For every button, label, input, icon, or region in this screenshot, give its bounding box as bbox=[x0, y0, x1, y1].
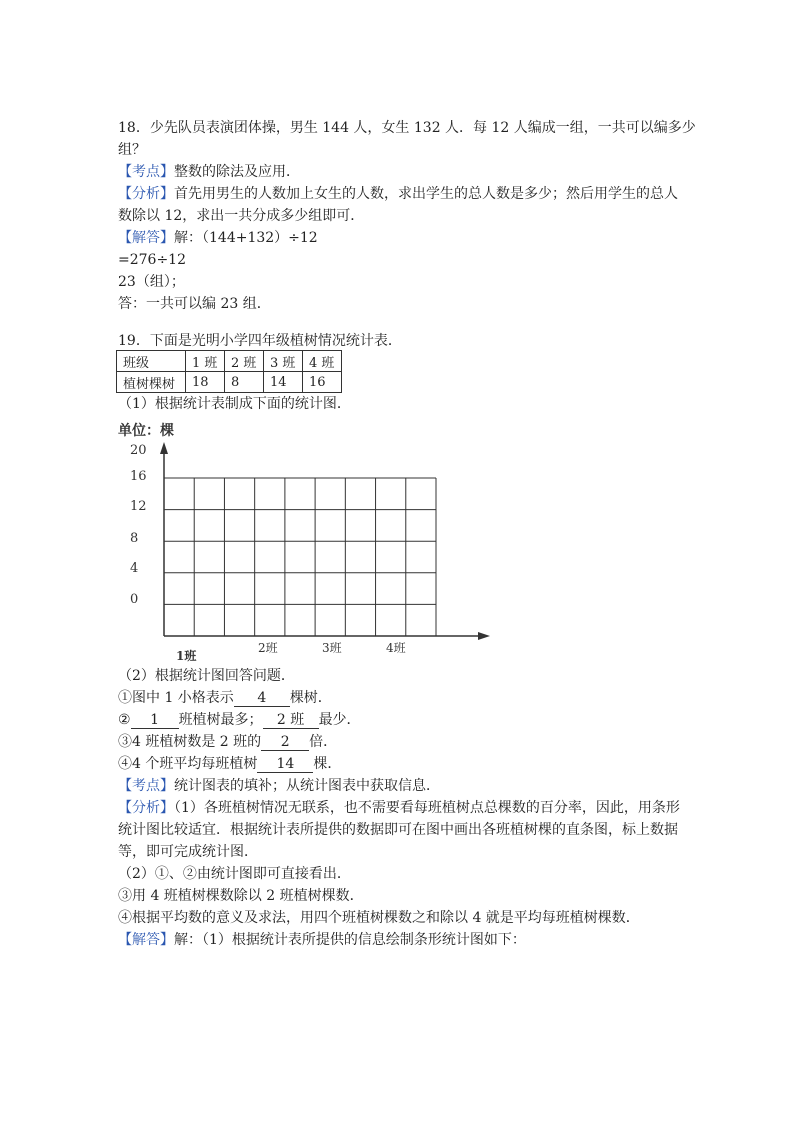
q19-fenxi-line1 bbox=[118, 798, 680, 818]
fenxi-text: 首先用男生的人数加上女生的人数，求出学生的总人数是多少；然后用学生的总人 bbox=[174, 186, 678, 202]
table-cell: 14 bbox=[264, 372, 303, 393]
blank-bar-chart-grid bbox=[120, 438, 500, 670]
x-tick-labels bbox=[176, 640, 406, 663]
y-tick-label: 20 bbox=[130, 443, 147, 458]
q19-fenxi-line2: 统计图比较适宜．根据统计表所提供的数据即可在图中画出各班植树棵的直条图，标上数据 bbox=[118, 822, 678, 838]
q19-fenxi-line5: ③用 4 班植树棵数除以 2 班植树棵数． bbox=[118, 888, 364, 904]
jieda-text: 解：（144+132）÷12 bbox=[174, 230, 318, 246]
sub4-suffix: 棵． bbox=[313, 756, 342, 772]
x-axis-arrow-icon bbox=[478, 632, 490, 640]
y-tick-labels bbox=[130, 443, 147, 607]
table-cell: 8 bbox=[225, 372, 264, 393]
kaodian-text: 统计图表的填补；从统计图表中获取信息． bbox=[174, 778, 440, 794]
q19-kaodian bbox=[118, 776, 440, 796]
x-tick-label: 4班 bbox=[386, 641, 406, 655]
sub3-suffix: 倍． bbox=[309, 734, 338, 750]
q19-sub2 bbox=[118, 710, 361, 730]
table-cell: 班级 bbox=[117, 351, 186, 372]
sub1-prefix: ①图中 1 小格表示 bbox=[118, 690, 234, 706]
y-tick-label: 0 bbox=[130, 592, 139, 607]
tree-planting-table bbox=[116, 350, 342, 393]
sub2-middle: 班植树最多； bbox=[178, 712, 263, 728]
sub1-suffix: 棵树． bbox=[289, 690, 332, 706]
q19-sub1 bbox=[118, 688, 332, 708]
fenxi-text: （1）各班植树情况无联系，也不需要看每班植树点总棵数的百分率，因此，用条形 bbox=[174, 800, 680, 816]
answer-blank: 1 bbox=[131, 712, 179, 729]
answer-blank: 2 班 bbox=[263, 712, 319, 729]
q18-question-line1: 18．少先队员表演团体操，男生 144 人，女生 132 人．每 12 人编成一组，一共可以编多少 bbox=[118, 120, 696, 136]
table-cell: 16 bbox=[303, 372, 342, 393]
y-tick-label: 4 bbox=[130, 561, 139, 576]
q18-fenxi-line2: 数除以 12，求出一共分成多少组即可． bbox=[118, 208, 365, 224]
answer-blank: 14 bbox=[257, 756, 313, 773]
q19-sub3 bbox=[118, 732, 337, 752]
chart-unit-label: 单位：棵 bbox=[118, 423, 174, 439]
jieda-tag: 【解答】 bbox=[118, 932, 174, 948]
kaodian-tag: 【考点】 bbox=[118, 778, 174, 794]
q18-jieda-line2: =276÷12 bbox=[118, 252, 186, 268]
q19-jieda bbox=[118, 930, 526, 950]
q19-sub4 bbox=[118, 754, 341, 774]
sub2-suffix: 最少． bbox=[318, 712, 361, 728]
sub4-prefix: ④4 个班平均每班植树 bbox=[118, 756, 258, 772]
y-tick-label: 12 bbox=[130, 499, 147, 514]
table-cell: 2 班 bbox=[225, 351, 264, 372]
x-tick-label: 3班 bbox=[322, 641, 342, 655]
q19-fenxi-line3: 等，即可完成统计图． bbox=[118, 844, 258, 860]
q19-part2: （2）根据统计图回答问题． bbox=[118, 668, 295, 684]
kaodian-text: 整数的除法及应用． bbox=[174, 164, 300, 180]
q18-jieda-line3: 23（组）； bbox=[118, 274, 185, 290]
q18-kaodian bbox=[118, 162, 300, 182]
y-tick-label: 16 bbox=[130, 469, 147, 484]
fenxi-tag: 【分析】 bbox=[118, 186, 174, 202]
q18-question-line2: 组？ bbox=[118, 142, 146, 158]
y-tick-label: 8 bbox=[130, 531, 139, 546]
chart-grid bbox=[164, 478, 436, 636]
q19-fenxi-line6: ④根据平均数的意义及求法，用四个班植树棵数之和除以 4 就是平均每班植树棵数． bbox=[118, 910, 640, 926]
x-tick-label: 1班 bbox=[176, 649, 197, 663]
q18-fenxi-line1 bbox=[118, 184, 678, 204]
q19-part1: （1）根据统计表制成下面的统计图． bbox=[118, 396, 351, 412]
table-cell: 植树棵树 bbox=[117, 372, 186, 393]
q18-jieda-line1 bbox=[118, 228, 318, 248]
kaodian-tag: 【考点】 bbox=[118, 164, 174, 180]
fenxi-tag: 【分析】 bbox=[118, 800, 174, 816]
x-tick-label: 2班 bbox=[258, 641, 278, 655]
table-cell: 18 bbox=[186, 372, 225, 393]
table-cell: 3 班 bbox=[264, 351, 303, 372]
table-cell: 1 班 bbox=[186, 351, 225, 372]
y-axis-arrow-icon bbox=[160, 442, 168, 454]
table-row bbox=[117, 372, 342, 393]
q19-fenxi-line4: （2）①、②由统计图即可直接看出． bbox=[118, 866, 351, 882]
table-cell: 4 班 bbox=[303, 351, 342, 372]
sub2-prefix: ② bbox=[118, 712, 131, 728]
jieda-text: 解：（1）根据统计表所提供的信息绘制条形统计图如下： bbox=[174, 932, 526, 948]
q19-question: 19．下面是光明小学四年级植树情况统计表． bbox=[118, 333, 402, 349]
answer-blank: 2 bbox=[261, 734, 309, 751]
q18-jieda-line4: 答：一共可以编 23 组． bbox=[118, 296, 271, 312]
jieda-tag: 【解答】 bbox=[118, 230, 174, 246]
table-row bbox=[117, 351, 342, 372]
sub3-prefix: ③4 班植树数是 2 班的 bbox=[118, 734, 262, 750]
answer-blank: 4 bbox=[234, 690, 290, 707]
